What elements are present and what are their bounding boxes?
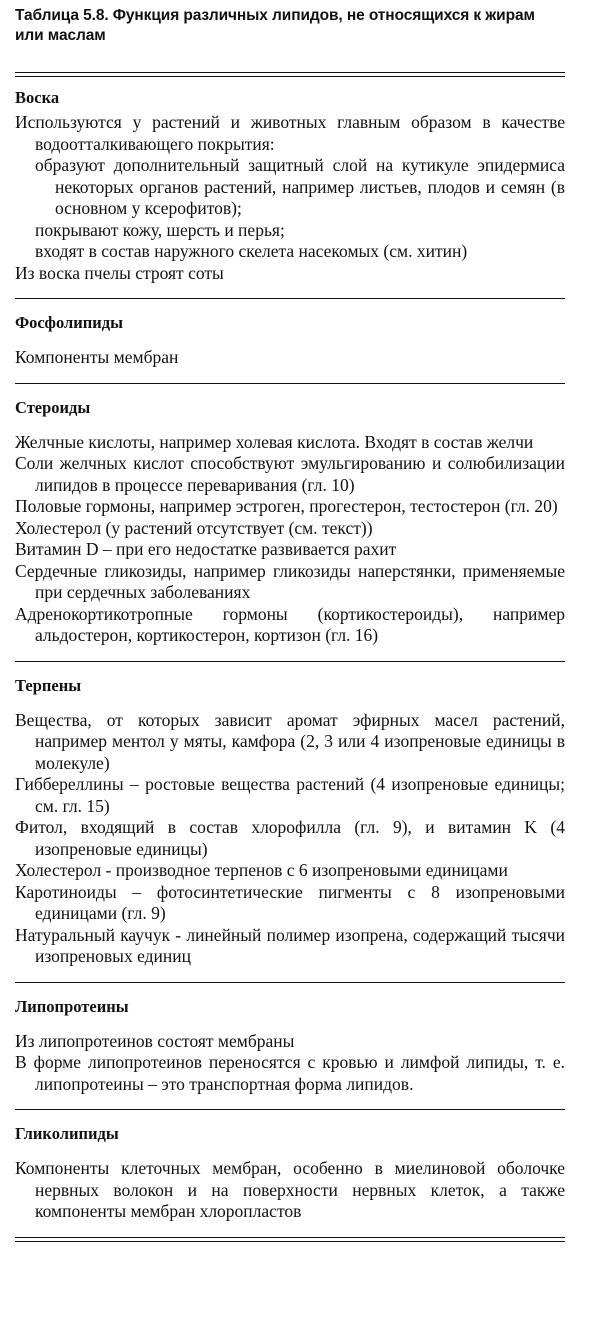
entry: Соли желчных кислот способствуют эмульгированию и солюбилизации липидов в процессе переваривания (гл. 10): [15, 453, 565, 495]
section-title: Гликолипиды: [15, 1124, 119, 1143]
entry: Адренокортикотропные гормоны (кортикостероиды), например альдостерон, кортикостерон, кортизон (гл. 16): [15, 603, 565, 645]
table-caption: Таблица 5.8. Функция различных липидов, не относящихся к жирам или маслам: [15, 7, 535, 44]
entry: Натуральный каучук - линейный полимер изопрена, содержащий тысячи изопреновых единиц: [15, 924, 565, 966]
bottom-double-rule: [15, 1237, 565, 1242]
section-3: [15, 384, 565, 661]
section-entries: [15, 432, 565, 647]
entry: В форме липопротеинов переносятся с кровью и лимфой липиды, т. е. липопротеины – это транспортная форма липидов.: [15, 1052, 565, 1094]
entry: Компоненты клеточных мембран, особенно в миелиновой оболочке нервных волокон и на поверхности нервных клеток, а также компоненты мембран хлоропластов: [15, 1158, 565, 1221]
section-entries: [15, 1031, 565, 1096]
entry: Половые гормоны, например эстроген, прогестерон, тестостерон (гл. 20): [15, 496, 558, 516]
entry: Компоненты мембран: [15, 347, 179, 367]
section-entries: [15, 112, 565, 284]
entry: Фитол, входящий в состав хлорофилла (гл. 9), и витамин K (4 изопреновые единицы): [15, 817, 565, 859]
entry: Холестерол - производное терпенов с 6 изопреновыми единицами: [15, 860, 508, 880]
table-body: [15, 77, 565, 1237]
section-1: [15, 77, 565, 298]
section-title: Фосфолипиды: [15, 313, 123, 332]
sub-entry: образуют дополнительный защитный слой на кутикуле эпидермиса некоторых органов растений, например листьев, плодов и семян (в основном у ксерофитов);: [35, 155, 565, 218]
entry: Из воска пчелы строят соты: [15, 262, 224, 283]
entry: Вещества, от которых зависит аромат эфирных масел растений, например ментол у мяты, камфора (2, 3 или 4 изопреновые единицы в молекуле): [15, 709, 565, 773]
section-title: Липопротеины: [15, 996, 129, 1016]
document-page: [15, 6, 565, 1242]
entry: Холестерол (у растений отсутствует (см. текст)): [15, 517, 373, 538]
entry: Витамин D – при его недостатке развивается рахит: [15, 539, 397, 559]
entry: Используются у растений и животных главным образом в качестве водоотталкивающего покрытия:: [15, 112, 565, 154]
section-entries: [15, 1158, 565, 1223]
section-4: [15, 662, 565, 982]
entry: Каротиноиды – фотосинтетические пигменты с 8 изопреновыми единицами (гл. 9): [15, 881, 565, 923]
section-entries: [15, 347, 565, 369]
section-title: Стероиды: [15, 397, 91, 417]
section-entries: [15, 710, 565, 968]
section-5: [15, 983, 565, 1110]
entry: Гиббереллины – ростовые вещества растений (4 изопреновые единицы; см. гл. 15): [15, 774, 565, 816]
sub-entry: покрывают кожу, шерсть и перья;: [35, 219, 285, 240]
section-title: Воска: [15, 88, 60, 107]
section-2: [15, 299, 565, 383]
section-6: [15, 1110, 565, 1237]
section-title: Терпены: [15, 675, 82, 695]
entry: Желчные кислоты, например холевая кислота. Входят в состав желчи: [15, 431, 534, 452]
entry: Из липопротеинов состоят мембраны: [15, 1030, 295, 1051]
entry: Сердечные гликозиды, например гликозиды наперстянки, применяемые при сердечных заболеваниях: [15, 560, 565, 602]
sub-entry: входят в состав наружного скелета насекомых (см. хитин): [35, 241, 468, 261]
